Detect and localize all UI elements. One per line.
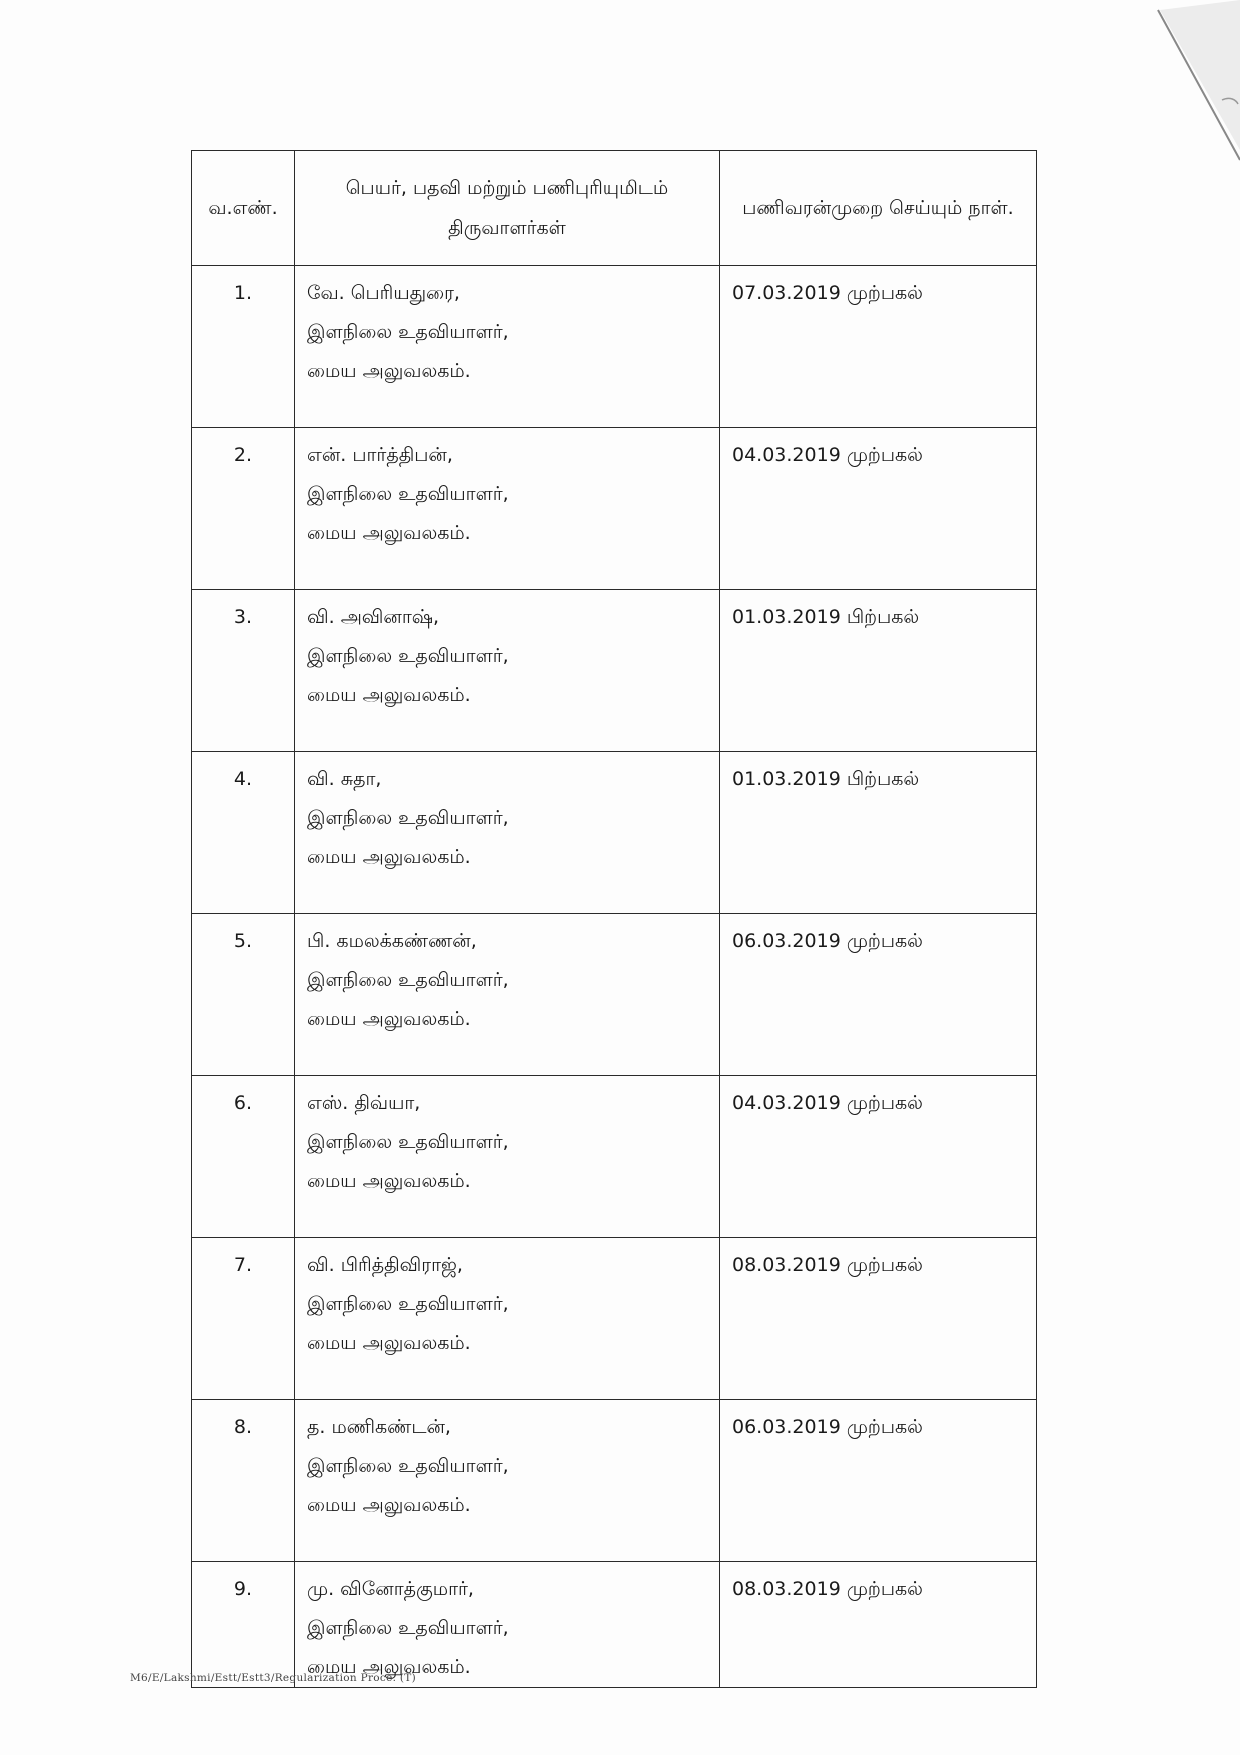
employee-designation: இளநிலை உதவியாளர், (307, 1131, 509, 1153)
table-header-row (192, 151, 1037, 266)
employee-name: எஸ். திவ்யா, (307, 1092, 421, 1114)
employee-cell (295, 752, 720, 914)
employee-designation: இளநிலை உதவியாளர், (307, 807, 509, 829)
regularization-date-cell: 07.03.2019 முற்பகல் (720, 266, 1037, 428)
regularization-date-header: பணிவரன்முறை செய்யும் நாள். (720, 151, 1037, 266)
employee-cell (295, 266, 720, 428)
employee-designation: இளநிலை உதவியாளர், (307, 1455, 509, 1477)
table-row (192, 914, 1037, 1076)
regularization-date-cell: 01.03.2019 பிற்பகல் (720, 590, 1037, 752)
serial-number-cell: 1. (192, 266, 295, 428)
employee-office: மைய அலுவலகம். (307, 522, 471, 544)
employee-name: பி. கமலக்கண்ணன், (307, 930, 477, 952)
regularization-date-cell: 08.03.2019 முற்பகல் (720, 1562, 1037, 1688)
employee-office: மைய அலுவலகம். (307, 684, 471, 706)
employee-office: மைய அலுவலகம். (307, 1332, 471, 1354)
employee-office: மைய அலுவலகம். (307, 1170, 471, 1192)
footer-file-path: M6/E/Lakshmi/Estt/Estt3/Regularization Proce. (T) (130, 1672, 416, 1684)
employee-cell (295, 590, 720, 752)
employee-office: மைய அலுவலகம். (307, 846, 471, 868)
employee-cell (295, 914, 720, 1076)
table-row (192, 1076, 1037, 1238)
employee-name: மு. வினோத்குமார், (307, 1578, 474, 1600)
table-row (192, 266, 1037, 428)
serial-number-cell: 3. (192, 590, 295, 752)
employee-name: வி. அவினாஷ், (307, 606, 440, 628)
serial-number-cell: 9. (192, 1562, 295, 1688)
table-row (192, 1400, 1037, 1562)
regularization-date-cell: 01.03.2019 பிற்பகல் (720, 752, 1037, 914)
employee-designation: இளநிலை உதவியாளர், (307, 1293, 509, 1315)
regularization-date-cell: 06.03.2019 முற்பகல் (720, 1400, 1037, 1562)
regularization-date-cell: 06.03.2019 முற்பகல் (720, 914, 1037, 1076)
employee-office: மைய அலுவலகம். (307, 1008, 471, 1030)
employee-designation: இளநிலை உதவியாளர், (307, 645, 509, 667)
regularization-table (191, 150, 1037, 1688)
employee-office: மைய அலுவலகம். (307, 1494, 471, 1516)
serial-number-cell: 5. (192, 914, 295, 1076)
serial-number-header: வ.எண். (192, 151, 295, 266)
serial-number-cell: 2. (192, 428, 295, 590)
employee-name: வே. பெரியதுரை, (307, 282, 460, 304)
employee-designation: இளநிலை உதவியாளர், (307, 321, 509, 343)
regularization-date-cell: 04.03.2019 முற்பகல் (720, 1076, 1037, 1238)
employee-cell (295, 1400, 720, 1562)
table-row (192, 752, 1037, 914)
employee-name: என். பார்த்திபன், (307, 444, 453, 466)
serial-number-cell: 6. (192, 1076, 295, 1238)
employee-cell (295, 428, 720, 590)
employee-cell (295, 1238, 720, 1400)
regularization-date-cell: 04.03.2019 முற்பகல் (720, 428, 1037, 590)
employee-name: வி. சுதா, (307, 768, 382, 790)
employee-designation: இளநிலை உதவியாளர், (307, 1617, 509, 1639)
table-row (192, 1562, 1037, 1688)
page-fold-mark (1130, 0, 1240, 180)
employee-cell (295, 1562, 720, 1688)
employee-office: மைய அலுவலகம். (307, 360, 471, 382)
employee-designation: இளநிலை உதவியாளர், (307, 483, 509, 505)
serial-number-cell: 7. (192, 1238, 295, 1400)
regularization-date-cell: 08.03.2019 முற்பகல் (720, 1238, 1037, 1400)
serial-number-cell: 4. (192, 752, 295, 914)
table-row (192, 428, 1037, 590)
employee-designation: இளநிலை உதவியாளர், (307, 969, 509, 991)
name-designation-header: பெயர், பதவி மற்றும் பணிபுரியுமிடம் திருவாளர்கள் (295, 151, 720, 266)
table-row (192, 590, 1037, 752)
employee-name: த. மணிகண்டன், (307, 1416, 451, 1438)
employee-name: வி. பிரித்திவிராஜ், (307, 1254, 463, 1276)
serial-number-cell: 8. (192, 1400, 295, 1562)
employee-office: மைய அலுவலகம். (307, 1656, 471, 1678)
table-row (192, 1238, 1037, 1400)
employee-cell (295, 1076, 720, 1238)
